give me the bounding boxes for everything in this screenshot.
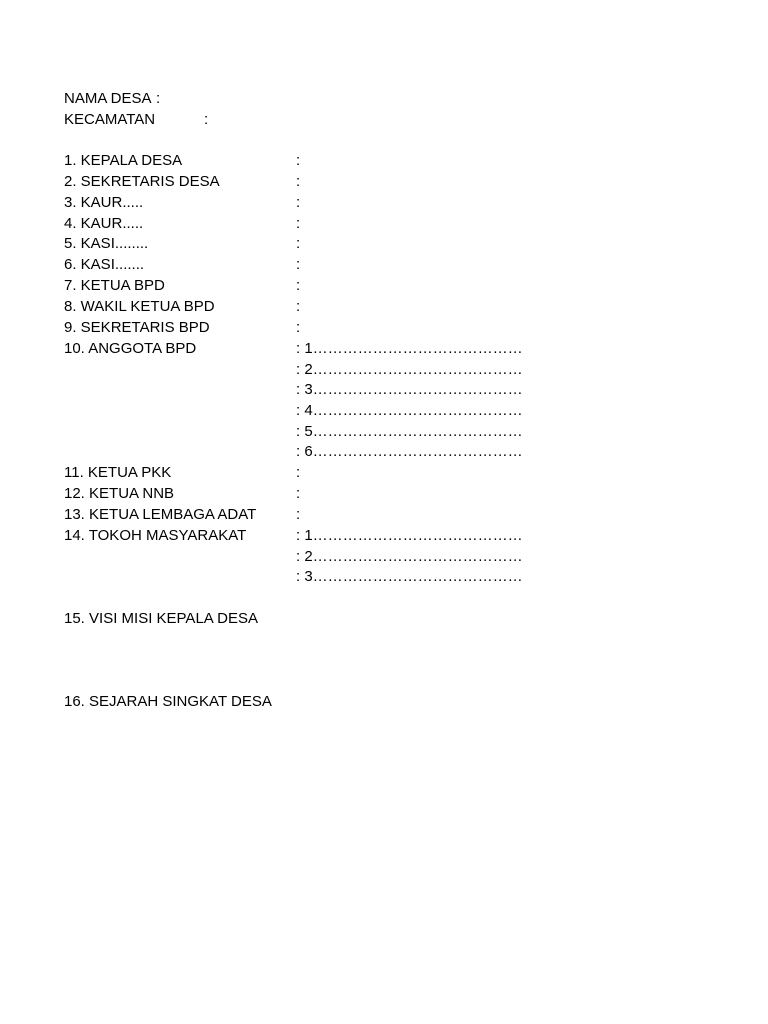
row-value: : 6……………………………………: [296, 443, 523, 460]
nama-desa-colon: :: [156, 90, 161, 107]
row-label: 11. KETUA PKK: [64, 464, 172, 481]
row-label: 2. SEKRETARIS DESA: [64, 173, 220, 190]
row-label: 3. KAUR.....: [64, 194, 144, 211]
row-value: : 1……………………………………: [296, 340, 523, 357]
row-label: 10. ANGGOTA BPD: [64, 340, 197, 357]
row-value: :: [296, 319, 301, 336]
row-label: 9. SEKRETARIS BPD: [64, 319, 210, 336]
row-value: : 5……………………………………: [296, 423, 523, 440]
row-label: 7. KETUA BPD: [64, 277, 165, 294]
row-value: : 3……………………………………: [296, 568, 523, 585]
row-value: :: [296, 173, 301, 190]
row-value: :: [296, 277, 301, 294]
row-value: : 2……………………………………: [296, 361, 523, 378]
nama-desa-label: NAMA DESA: [64, 90, 152, 107]
row-value: : 3……………………………………: [296, 381, 523, 398]
visi-misi-label: 15. VISI MISI KEPALA DESA: [64, 610, 258, 627]
row-value: :: [296, 152, 301, 169]
row-label: 4. KAUR.....: [64, 215, 144, 232]
row-value: :: [296, 194, 301, 211]
row-value: :: [296, 506, 301, 523]
row-label: 5. KASI........: [64, 235, 149, 252]
row-value: :: [296, 298, 301, 315]
row-label: 8. WAKIL KETUA BPD: [64, 298, 215, 315]
row-value: :: [296, 464, 301, 481]
row-value: :: [296, 485, 301, 502]
row-value: :: [296, 256, 301, 273]
row-value: : 1……………………………………: [296, 527, 523, 544]
kecamatan-label: KECAMATAN: [64, 111, 156, 128]
row-label: 12. KETUA NNB: [64, 485, 175, 502]
row-label: 14. TOKOH MASYARAKAT: [64, 527, 247, 544]
row-value: : 4……………………………………: [296, 402, 523, 419]
kecamatan-colon: :: [204, 111, 209, 128]
row-value: : 2……………………………………: [296, 548, 523, 565]
row-label: 6. KASI.......: [64, 256, 145, 273]
row-label: 13. KETUA LEMBAGA ADAT: [64, 506, 257, 523]
sejarah-label: 16. SEJARAH SINGKAT DESA: [64, 693, 272, 710]
row-label: 1. KEPALA DESA: [64, 152, 183, 169]
row-value: :: [296, 215, 301, 232]
row-value: :: [296, 235, 301, 252]
